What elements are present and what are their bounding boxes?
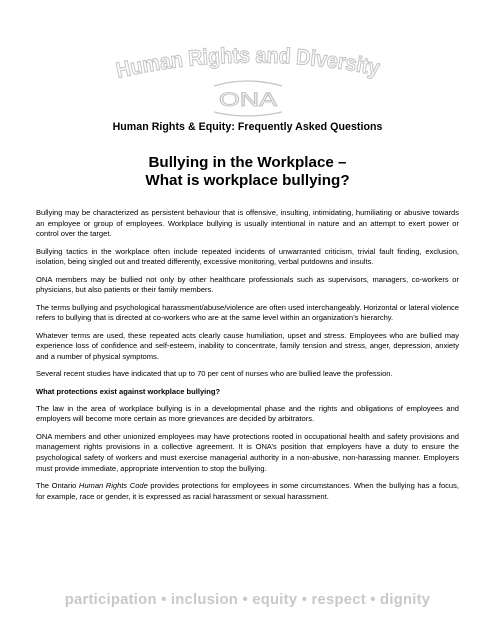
footer-respect: respect: [311, 592, 366, 608]
hrc-text-before: The Ontario: [36, 481, 79, 491]
paragraph-studies: Several recent studies have indicated that up to 70 per cent of nurses who are bullied leave the profession.: [36, 369, 393, 379]
paragraph-terms: The terms bullying and psychological harassment/abuse/violence are often used interchangeably. Horizontal or lateral violence refers to bullying that is directed at co-workers who are at the same level within an organization’s hierarchy.: [36, 302, 459, 323]
ona-logo-text: ONA: [219, 90, 278, 111]
paragraph-effects: Whatever terms are used, these repeated acts clearly cause humiliation, upset and stress. Employees who are bullied may experience loss of confidence and self-esteem, inability to concentrate, family tension and stress, anger, depression, anxiety and a number of physical symptoms.: [36, 330, 459, 361]
paragraph-law: The law in the area of workplace bullying is in a developmental phase and the rights and obligations of employees and employers will become more certain as more grievances are decided by arbitrators.: [36, 403, 459, 424]
footer-separator: •: [365, 592, 381, 608]
footer-participation: participation: [64, 592, 157, 608]
logo-arc-text: Human Rights and Diversity: [113, 46, 384, 83]
footer-separator: •: [156, 592, 171, 608]
footer-inclusion: inclusion: [170, 592, 239, 608]
article-body: [36, 208, 459, 509]
footer-dignity: dignity: [380, 592, 431, 608]
logo-text: [114, 46, 383, 83]
faq-heading: Human Rights & Equity: Frequently Asked Questions: [112, 121, 383, 133]
footer-values: [0, 592, 495, 608]
hrc-text-after: provides protections for employees in some circumstances. When the bullying has a focus, for example, race or gender, it is expressed as racial harassment or sexual harassment.: [36, 481, 459, 501]
paragraph-who-bullies: ONA members may be bullied not only by other healthcare professionals such as supervisors, managers, co-workers or physicians, but also patients or their family members.: [36, 274, 459, 295]
title-line-1: Bullying in the Workplace –: [148, 154, 347, 171]
paragraph-definition: Bullying may be characterized as persistent behaviour that is offensive, insulting, intimidating, humiliating or abusive towards an employee or group of employees. Workplace bullying is usually intentional in nature and an attempt to exert power or control over the target.: [36, 208, 459, 239]
footer-equity: equity: [252, 592, 298, 608]
footer-separator: •: [238, 592, 253, 608]
paragraph-tactics: Bullying tactics in the workplace often include repeated incidents of unwarranted criticism, trivial fault finding, exclusion, isolation, being singled out and treated differently, excessive monitoring, verbal putdowns and insults.: [36, 246, 459, 267]
paragraph-ona-position: ONA members and other unionized employees may have protections rooted in occupational health and safety provisions and management rights provisions in a collective agreement. It is ONA’s position that employers have a duty to ensure the psychological safety of workers and must exercise managerial authority in a non-abusive, non-harassing manner. Employers must provide immediate, appropriate intervention to stop the bullying.: [36, 431, 459, 473]
paragraph-human-rights-code: [36, 481, 459, 502]
hrc-code-name: Human Rights Code: [78, 481, 148, 491]
ona-logo: [214, 81, 282, 116]
logo-graphic: [0, 46, 495, 118]
page-title: [0, 154, 495, 190]
section-question: What protections exist against workplace bullying?: [36, 386, 221, 396]
title-line-2: What is workplace bullying?: [145, 172, 350, 189]
human-rights-diversity-logo: [0, 46, 495, 118]
footer-separator: •: [297, 592, 312, 608]
